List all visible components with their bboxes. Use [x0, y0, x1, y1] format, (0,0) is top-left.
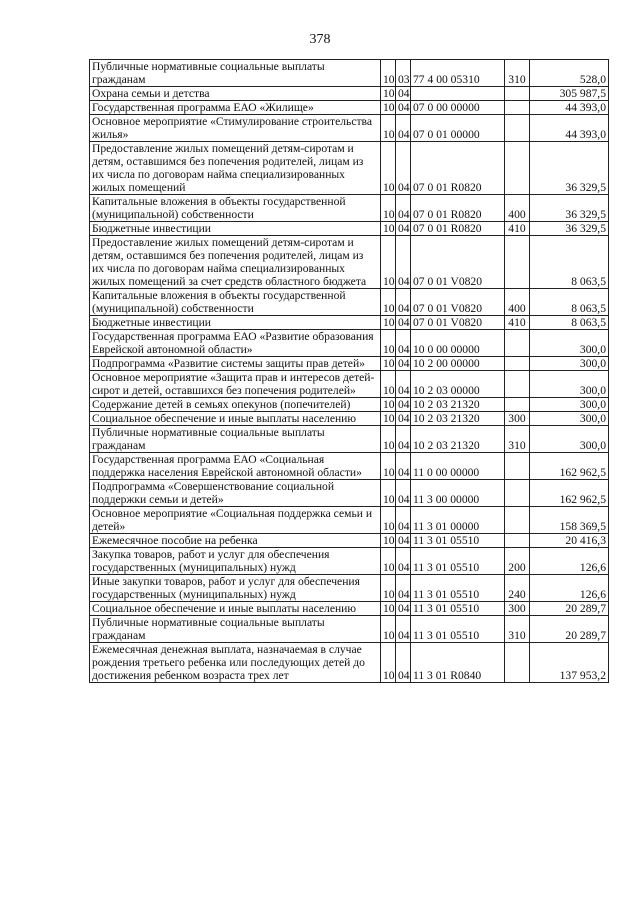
- subsection-code: 04: [396, 142, 411, 195]
- amount: 158 369,5: [530, 507, 609, 534]
- row-name: Публичные нормативные социальные выплаты гражданам: [90, 426, 381, 453]
- row-name: Подпрограмма «Совершенствование социальной поддержки семьи и детей»: [90, 480, 381, 507]
- table-row: [90, 195, 609, 222]
- table-row: [90, 616, 609, 643]
- row-name: Публичные нормативные социальные выплаты гражданам: [90, 616, 381, 643]
- expense-type-code: 400: [505, 289, 530, 316]
- expense-type-code: [505, 507, 530, 534]
- section-code: 10: [381, 142, 396, 195]
- section-code: 10: [381, 60, 396, 87]
- amount: 20 289,7: [530, 616, 609, 643]
- amount: 8 063,5: [530, 236, 609, 289]
- target-article-code: 10 2 00 00000: [411, 357, 505, 371]
- row-name: Основное мероприятие «Защита прав и интересов детей-сирот и детей, оставшихся без попечения родителей»: [90, 371, 381, 398]
- target-article-code: 11 3 01 05510: [411, 602, 505, 616]
- budget-table: [89, 59, 609, 683]
- subsection-code: 04: [396, 453, 411, 480]
- target-article-code: 11 3 01 05510: [411, 548, 505, 575]
- subsection-code: 04: [396, 115, 411, 142]
- section-code: 10: [381, 453, 396, 480]
- amount: 8 063,5: [530, 316, 609, 330]
- row-name: Предоставление жилых помещений детям-сиротам и детям, оставшимся без попечения родителей, лицам из их числа по договорам найма специализированных жилых помещений: [90, 142, 381, 195]
- target-article-code: 10 2 03 21320: [411, 412, 505, 426]
- expense-type-code: 300: [505, 602, 530, 616]
- row-name: Капитальные вложения в объекты государственной (муниципальной) собственности: [90, 289, 381, 316]
- section-code: 10: [381, 357, 396, 371]
- expense-type-code: 300: [505, 412, 530, 426]
- amount: 300,0: [530, 371, 609, 398]
- target-article-code: 07 0 01 R0820: [411, 195, 505, 222]
- amount: 44 393,0: [530, 115, 609, 142]
- table-row: [90, 115, 609, 142]
- target-article-code: 11 3 01 05510: [411, 616, 505, 643]
- row-name: Бюджетные инвестиции: [90, 222, 381, 236]
- section-code: 10: [381, 616, 396, 643]
- section-code: 10: [381, 412, 396, 426]
- expense-type-code: [505, 453, 530, 480]
- table-row: [90, 398, 609, 412]
- section-code: 10: [381, 236, 396, 289]
- amount: 300,0: [530, 398, 609, 412]
- target-article-code: 10 2 03 21320: [411, 426, 505, 453]
- section-code: 10: [381, 222, 396, 236]
- table-row: [90, 507, 609, 534]
- subsection-code: 04: [396, 101, 411, 115]
- subsection-code: 04: [396, 602, 411, 616]
- target-article-code: 07 0 01 R0820: [411, 142, 505, 195]
- row-name: Подпрограмма «Развитие системы защиты прав детей»: [90, 357, 381, 371]
- expense-type-code: [505, 371, 530, 398]
- table-row: [90, 480, 609, 507]
- section-code: 10: [381, 115, 396, 142]
- subsection-code: 03: [396, 60, 411, 87]
- amount: 126,6: [530, 548, 609, 575]
- subsection-code: 04: [396, 222, 411, 236]
- expense-type-code: 310: [505, 426, 530, 453]
- table-row: [90, 87, 609, 101]
- subsection-code: 04: [396, 330, 411, 357]
- table-row: [90, 453, 609, 480]
- subsection-code: 04: [396, 195, 411, 222]
- subsection-code: 04: [396, 412, 411, 426]
- expense-type-code: [505, 330, 530, 357]
- section-code: 10: [381, 643, 396, 683]
- row-name: Государственная программа ЕАО «Социальная поддержка населения Еврейской автономной области»: [90, 453, 381, 480]
- subsection-code: 04: [396, 426, 411, 453]
- row-name: Содержание детей в семьях опекунов (попечителей): [90, 398, 381, 412]
- amount: 300,0: [530, 412, 609, 426]
- expense-type-code: [505, 115, 530, 142]
- section-code: 10: [381, 534, 396, 548]
- target-article-code: 11 3 01 R0840: [411, 643, 505, 683]
- target-article-code: 11 0 00 00000: [411, 453, 505, 480]
- expense-type-code: [505, 398, 530, 412]
- table-row: [90, 643, 609, 683]
- target-article-code: 07 0 01 V0820: [411, 236, 505, 289]
- table-row: [90, 330, 609, 357]
- row-name: Социальное обеспечение и иные выплаты населению: [90, 412, 381, 426]
- section-code: 10: [381, 101, 396, 115]
- amount: 36 329,5: [530, 222, 609, 236]
- row-name: Иные закупки товаров, работ и услуг для обеспечения государственных (муниципальных) нужд: [90, 575, 381, 602]
- table-row: [90, 142, 609, 195]
- section-code: 10: [381, 316, 396, 330]
- table-row: [90, 534, 609, 548]
- section-code: 10: [381, 575, 396, 602]
- expense-type-code: 310: [505, 60, 530, 87]
- amount: 162 962,5: [530, 453, 609, 480]
- target-article-code: [411, 87, 505, 101]
- section-code: 10: [381, 426, 396, 453]
- expense-type-code: 410: [505, 222, 530, 236]
- subsection-code: 04: [396, 575, 411, 602]
- subsection-code: 04: [396, 480, 411, 507]
- table-row: [90, 548, 609, 575]
- expense-type-code: [505, 101, 530, 115]
- amount: 300,0: [530, 426, 609, 453]
- section-code: 10: [381, 289, 396, 316]
- target-article-code: 10 2 03 21320: [411, 398, 505, 412]
- expense-type-code: [505, 142, 530, 195]
- target-article-code: 07 0 01 00000: [411, 115, 505, 142]
- row-name: Социальное обеспечение и иные выплаты населению: [90, 602, 381, 616]
- expense-type-code: [505, 236, 530, 289]
- section-code: 10: [381, 480, 396, 507]
- table-row: [90, 357, 609, 371]
- table-row: [90, 101, 609, 115]
- subsection-code: 04: [396, 398, 411, 412]
- page-number: 378: [309, 32, 331, 47]
- amount: 528,0: [530, 60, 609, 87]
- target-article-code: 77 4 00 05310: [411, 60, 505, 87]
- row-name: Охрана семьи и детства: [90, 87, 381, 101]
- table-row: [90, 236, 609, 289]
- subsection-code: 04: [396, 289, 411, 316]
- target-article-code: 10 2 03 00000: [411, 371, 505, 398]
- expense-type-code: [505, 534, 530, 548]
- row-name: Закупка товаров, работ и услуг для обеспечения государственных (муниципальных) нужд: [90, 548, 381, 575]
- table-row: [90, 602, 609, 616]
- target-article-code: 07 0 00 00000: [411, 101, 505, 115]
- section-code: 10: [381, 602, 396, 616]
- row-name: Государственная программа ЕАО «Развитие образования Еврейской автономной области»: [90, 330, 381, 357]
- expense-type-code: 240: [505, 575, 530, 602]
- subsection-code: 04: [396, 548, 411, 575]
- row-name: Ежемесячная денежная выплата, назначаемая в случае рождения третьего ребенка или последующих детей до достижения ребенком возраста трех лет: [90, 643, 381, 683]
- section-code: 10: [381, 548, 396, 575]
- target-article-code: 11 3 01 00000: [411, 507, 505, 534]
- target-article-code: 10 0 00 00000: [411, 330, 505, 357]
- subsection-code: 04: [396, 616, 411, 643]
- amount: 20 416,3: [530, 534, 609, 548]
- amount: 44 393,0: [530, 101, 609, 115]
- section-code: 10: [381, 87, 396, 101]
- row-name: Ежемесячное пособие на ребенка: [90, 534, 381, 548]
- table-row: [90, 371, 609, 398]
- target-article-code: 11 3 01 05510: [411, 534, 505, 548]
- amount: 305 987,5: [530, 87, 609, 101]
- subsection-code: 04: [396, 87, 411, 101]
- table-row: [90, 289, 609, 316]
- amount: 126,6: [530, 575, 609, 602]
- section-code: 10: [381, 398, 396, 412]
- subsection-code: 04: [396, 236, 411, 289]
- target-article-code: 07 0 01 V0820: [411, 316, 505, 330]
- amount: 36 329,5: [530, 195, 609, 222]
- amount: 300,0: [530, 330, 609, 357]
- row-name: Публичные нормативные социальные выплаты гражданам: [90, 60, 381, 87]
- target-article-code: 07 0 01 V0820: [411, 289, 505, 316]
- expense-type-code: 410: [505, 316, 530, 330]
- expense-type-code: 200: [505, 548, 530, 575]
- amount: 300,0: [530, 357, 609, 371]
- amount: 36 329,5: [530, 142, 609, 195]
- row-name: Основное мероприятие «Стимулирование строительства жилья»: [90, 115, 381, 142]
- expense-type-code: [505, 357, 530, 371]
- amount: 20 289,7: [530, 602, 609, 616]
- target-article-code: 11 3 01 05510: [411, 575, 505, 602]
- subsection-code: 04: [396, 643, 411, 683]
- amount: 137 953,2: [530, 643, 609, 683]
- amount: 8 063,5: [530, 289, 609, 316]
- target-article-code: 11 3 00 00000: [411, 480, 505, 507]
- table-row: [90, 426, 609, 453]
- table-row: [90, 60, 609, 87]
- amount: 162 962,5: [530, 480, 609, 507]
- subsection-code: 04: [396, 316, 411, 330]
- expense-type-code: [505, 480, 530, 507]
- row-name: Бюджетные инвестиции: [90, 316, 381, 330]
- table-row: [90, 575, 609, 602]
- section-code: 10: [381, 371, 396, 398]
- section-code: 10: [381, 195, 396, 222]
- subsection-code: 04: [396, 534, 411, 548]
- expense-type-code: 310: [505, 616, 530, 643]
- row-name: Капитальные вложения в объекты государственной (муниципальной) собственности: [90, 195, 381, 222]
- table-row: [90, 412, 609, 426]
- budget-table-body: [90, 60, 609, 683]
- table-row: [90, 222, 609, 236]
- section-code: 10: [381, 507, 396, 534]
- subsection-code: 04: [396, 507, 411, 534]
- section-code: 10: [381, 330, 396, 357]
- expense-type-code: [505, 87, 530, 101]
- target-article-code: 07 0 01 R0820: [411, 222, 505, 236]
- row-name: Предоставление жилых помещений детям-сиротам и детям, оставшимся без попечения родителей, лицам из их числа по договорам найма специализированных жилых помещений за счет средств областного бюджета: [90, 236, 381, 289]
- row-name: Основное мероприятие «Социальная поддержка семьи и детей»: [90, 507, 381, 534]
- expense-type-code: [505, 643, 530, 683]
- row-name: Государственная программа ЕАО «Жилище»: [90, 101, 381, 115]
- subsection-code: 04: [396, 371, 411, 398]
- subsection-code: 04: [396, 357, 411, 371]
- table-row: [90, 316, 609, 330]
- expense-type-code: 400: [505, 195, 530, 222]
